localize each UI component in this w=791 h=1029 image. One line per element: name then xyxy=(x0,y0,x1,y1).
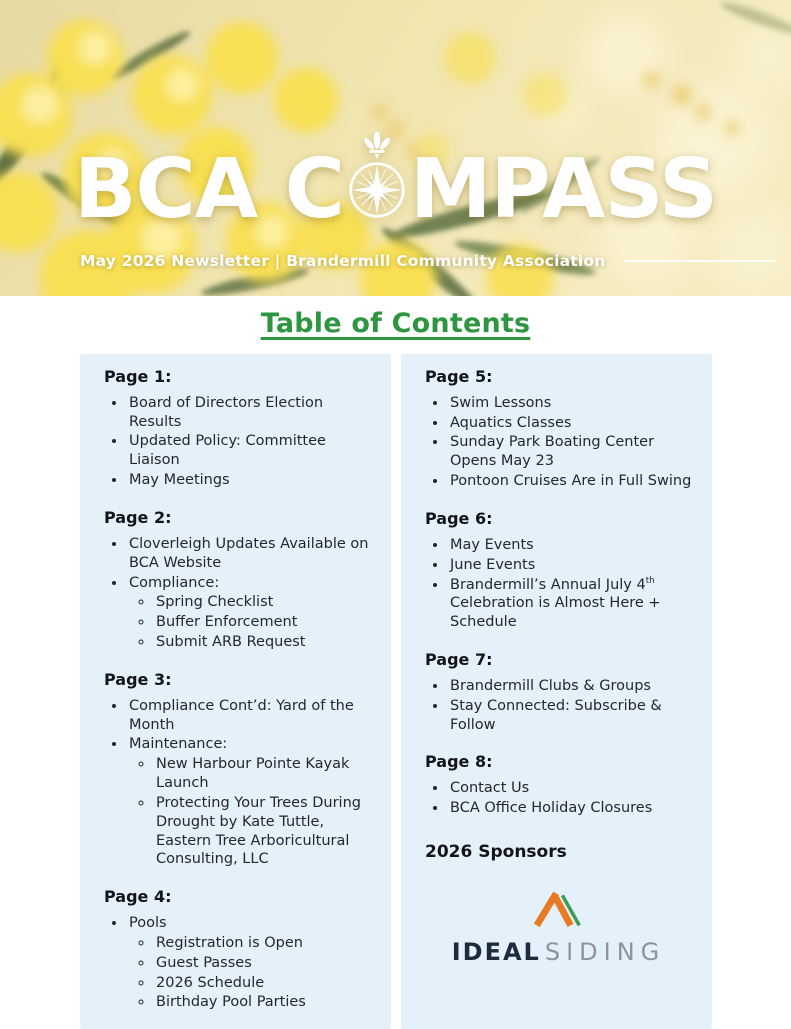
header-subtitle-row xyxy=(80,252,775,270)
toc-section xyxy=(425,752,692,817)
sponsors-heading: 2026 Sponsors xyxy=(425,841,567,862)
toc-section xyxy=(104,508,371,652)
toc-item: • May Meetings xyxy=(127,471,371,490)
toc-item: • Pools ◦ Registration is Open ◦ Guest Passes ◦ 2026 Schedule ◦ Birthday Pool Parties xyxy=(127,914,371,1012)
toc-columns xyxy=(80,354,712,1029)
title-text-left: BCA C xyxy=(74,141,344,237)
toc-subitem: ◦ Registration is Open xyxy=(154,934,371,953)
toc-item: • Swim Lessons xyxy=(448,394,692,413)
toc-item: • Compliance: ◦ Spring Checklist ◦ Buffer Enforcement ◦ Submit ARB Request xyxy=(127,574,371,652)
toc-subitem: ◦ Birthday Pool Parties xyxy=(154,993,371,1012)
page-heading: Page 3: xyxy=(104,669,172,689)
toc-subitem: ◦ Spring Checklist xyxy=(154,593,371,612)
subtitle-divider-line xyxy=(624,260,776,262)
toc-item: • Sunday Park Boating Center Opens May 23 xyxy=(448,433,692,471)
toc-item: • Brandermill Clubs & Groups xyxy=(448,677,692,696)
sponsor-logo-ideal-siding xyxy=(425,884,692,964)
toc-column-left xyxy=(80,354,391,1029)
page-heading: Page 6: xyxy=(425,509,493,529)
toc-item: • Cloverleigh Updates Available on BCA Website xyxy=(127,535,371,573)
toc-item: • Updated Policy: Committee Liaison xyxy=(127,432,371,470)
page-heading: Page 8: xyxy=(425,752,493,772)
toc-item: • May Events xyxy=(448,536,692,555)
toc-section xyxy=(425,509,692,632)
newsletter-subtitle: May 2026 Newsletter | Brandermill Community Association xyxy=(80,252,606,270)
roof-chevron-icon xyxy=(530,884,588,928)
page-heading: Page 1: xyxy=(104,367,172,386)
toc-section xyxy=(425,367,692,491)
newsletter-title xyxy=(0,129,791,251)
toc-subitem: ◦ Submit ARB Request xyxy=(154,633,371,652)
toc-item: • Board of Directors Election Results xyxy=(127,394,371,432)
toc-section xyxy=(104,887,371,1012)
toc-subitem: ◦ Buffer Enforcement xyxy=(154,613,371,632)
newsletter-header xyxy=(0,0,791,296)
toc-section xyxy=(104,670,371,869)
toc-item: • Compliance Cont’d: Yard of the Month xyxy=(127,697,371,735)
sponsor-logo-wordmark xyxy=(425,937,692,966)
toc-item: • Aquatics Classes xyxy=(448,414,692,433)
logo-word-ideal: IDEAL xyxy=(451,937,541,966)
logo-word-siding: SIDING xyxy=(544,937,666,966)
page-heading: Page 5: xyxy=(425,367,493,386)
toc-subitem: ◦ 2026 Schedule xyxy=(154,974,371,993)
toc-item: • Maintenance: ◦ New Harbour Pointe Kayak Launch ◦ Protecting Your Trees During Drought by Kate Tuttle, Eastern Tree Arboricultural Consulting, LLC xyxy=(127,735,371,869)
page-heading: Page 4: xyxy=(104,887,172,907)
toc-column-right xyxy=(401,354,712,1029)
toc-section xyxy=(425,650,692,734)
toc-item: • June Events xyxy=(448,556,692,575)
toc-item: • Pontoon Cruises Are in Full Swing xyxy=(448,472,692,491)
page-heading: Page 2: xyxy=(104,508,172,528)
page-heading: Page 7: xyxy=(425,650,493,670)
table-of-contents xyxy=(0,308,791,1029)
toc-subitem: ◦ Guest Passes xyxy=(154,954,371,973)
toc-heading: Table of Contents xyxy=(260,308,531,339)
toc-item: • Contact Us xyxy=(448,779,692,798)
fleur-de-lis-icon xyxy=(362,132,391,159)
toc-subitem: ◦ New Harbour Pointe Kayak Launch xyxy=(154,755,371,793)
toc-section xyxy=(104,367,371,490)
toc-item: • Stay Connected: Subscribe & Follow xyxy=(448,697,692,735)
toc-item: • BCA Office Holiday Closures xyxy=(448,799,692,818)
toc-subitem: ◦ Protecting Your Trees During Drought by Kate Tuttle, Eastern Tree Arboricultural Consulting, LLC xyxy=(154,794,371,869)
title-text-right: MPASS xyxy=(409,141,717,237)
toc-item: • Brandermill’s Annual July 4th Celebration is Almost Here + Schedule xyxy=(448,576,692,633)
compass-rose-icon xyxy=(347,126,407,224)
